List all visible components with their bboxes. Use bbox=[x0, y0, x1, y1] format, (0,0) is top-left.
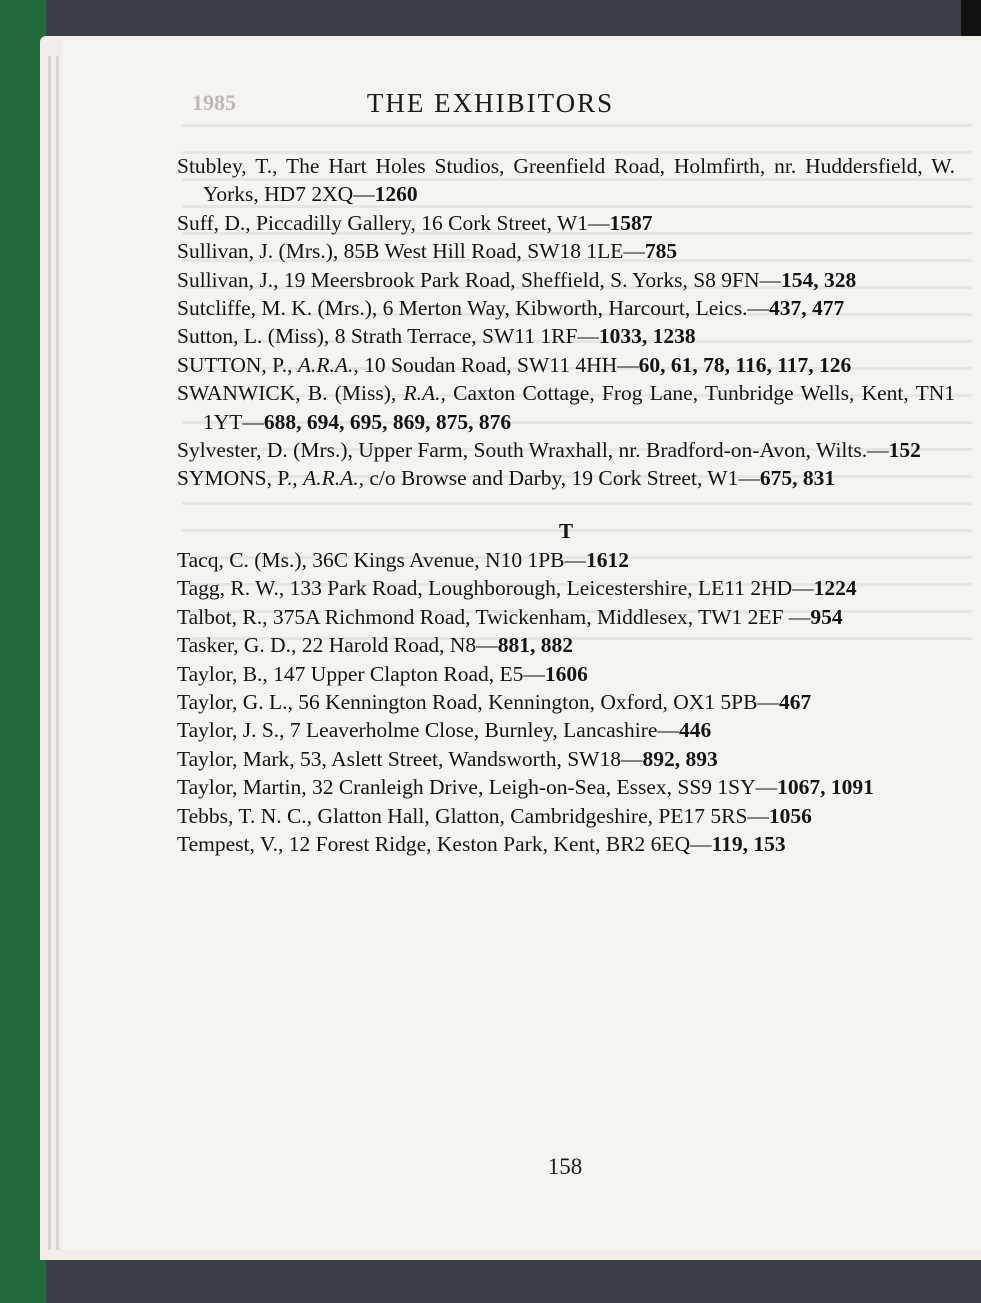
entries-s bbox=[177, 152, 955, 493]
exhibitor-address: 147 Upper Clapton Road, E5— bbox=[273, 661, 545, 686]
exhibitor-name: Taylor, B., bbox=[177, 661, 274, 686]
exhibitor-name: Suff, D., bbox=[177, 210, 257, 235]
exhibitor-entry bbox=[177, 237, 955, 265]
exhibitor-name: Taylor, J. S., bbox=[177, 718, 290, 743]
section-letter: T bbox=[558, 518, 573, 543]
exhibitor-entry bbox=[177, 294, 955, 322]
exhibitor-entry bbox=[177, 209, 955, 237]
exhibitor-address: 22 Harold Road, N8— bbox=[301, 633, 498, 658]
exhibitor-name: Sullivan, J., bbox=[177, 267, 284, 292]
exhibitor-address: Glatton Hall, Glatton, Cambridgeshire, PE17 5RS— bbox=[317, 803, 769, 828]
exhibit-numbers: 154, 328 bbox=[781, 267, 857, 292]
exhibitor-name: Taylor, G. L., bbox=[177, 689, 299, 714]
exhibit-numbers: 1606 bbox=[544, 661, 588, 686]
exhibitor-address: 12 Forest Ridge, Keston Park, Kent, BR2 6EQ— bbox=[288, 831, 712, 856]
exhibitor-name: Stubley, T., bbox=[177, 154, 287, 178]
exhibit-numbers: 688, 694, 695, 869, 875, 876 bbox=[263, 409, 512, 434]
exhibit-numbers: 1260 bbox=[374, 182, 418, 207]
exhibit-numbers: 785 bbox=[644, 239, 678, 264]
exhibit-numbers: 467 bbox=[778, 689, 812, 714]
exhibit-numbers: 1587 bbox=[609, 210, 653, 235]
exhibitor-entry bbox=[177, 546, 955, 574]
exhibitor-entry bbox=[177, 603, 955, 631]
exhibitor-entry bbox=[177, 716, 955, 744]
exhibit-numbers: 1033, 1238 bbox=[598, 324, 696, 349]
exhibitor-address: 133 Park Road, Loughborough, Leicestershire, LE11 2HD— bbox=[289, 576, 814, 601]
exhibitor-address: Upper Farm, South Wraxhall, nr. Bradford-on-Avon, Wilts.— bbox=[358, 438, 889, 463]
exhibitor-name: Taylor, Mark, bbox=[177, 746, 301, 771]
exhibitor-entry bbox=[177, 379, 955, 436]
exhibitor-name: Tacq, C. (Ms.), bbox=[177, 547, 313, 572]
exhibit-numbers: 119, 153 bbox=[711, 831, 786, 856]
exhibit-numbers: 446 bbox=[678, 718, 712, 743]
exhibitor-address: 10 Soudan Road, SW11 4HH— bbox=[364, 352, 639, 377]
exhibitor-title: A.R.A., bbox=[297, 352, 365, 377]
exhibitor-name: SUTTON, P., bbox=[177, 352, 298, 377]
exhibit-numbers: 675, 831 bbox=[759, 466, 836, 491]
exhibitor-entry bbox=[177, 266, 955, 294]
exhibitor-address: 6 Merton Way, Kibworth, Harcourt, Leics.— bbox=[382, 296, 770, 321]
exhibit-numbers: 1067, 1091 bbox=[777, 775, 874, 800]
exhibit-numbers: 892, 893 bbox=[642, 746, 718, 771]
exhibitor-address: 375A Richmond Road, Twickenham, Middlesex, TW1 2EF — bbox=[272, 604, 811, 629]
exhibitor-title: A.R.A., bbox=[303, 466, 370, 491]
exhibitor-name: Tasker, G. D., bbox=[177, 633, 302, 658]
exhibitor-name: Tebbs, T. N. C., bbox=[177, 803, 318, 828]
exhibitor-address: 85B West Hill Road, SW18 1LE— bbox=[343, 239, 645, 264]
exhibitor-address: 36C Kings Avenue, N10 1PB— bbox=[312, 547, 586, 572]
exhibitor-name: Tempest, V., bbox=[177, 831, 289, 856]
exhibitor-name: Talbot, R., bbox=[177, 604, 273, 629]
exhibitor-entry bbox=[177, 688, 955, 716]
exhibitor-address: The Hart Holes Studios, Greenfield Road, Holmfirth, nr. Huddersfield, W. Yorks, HD7 2XQ— bbox=[203, 154, 955, 207]
exhibitor-list bbox=[177, 152, 955, 858]
exhibit-numbers: 60, 61, 78, 116, 117, 126 bbox=[638, 352, 852, 377]
exhibitor-entry bbox=[177, 351, 955, 379]
exhibitor-name: Sullivan, J. (Mrs.), bbox=[177, 239, 344, 264]
exhibit-numbers: 152 bbox=[888, 438, 921, 463]
exhibitor-name: Sylvester, D. (Mrs.), bbox=[177, 438, 359, 463]
page-number: 158 bbox=[547, 1154, 583, 1179]
exhibitor-name: Sutton, L. (Miss), bbox=[177, 324, 335, 349]
exhibitor-address: 19 Meersbrook Park Road, Sheffield, S. Yorks, S8 9FN— bbox=[283, 267, 782, 292]
exhibitor-entry bbox=[177, 830, 955, 858]
exhibitor-entry bbox=[177, 660, 955, 688]
exhibit-numbers: 437, 477 bbox=[769, 296, 845, 321]
exhibitor-address: c/o Browse and Darby, 19 Cork Street, W1— bbox=[369, 466, 760, 491]
page-edge bbox=[56, 56, 59, 1250]
exhibit-numbers: 954 bbox=[810, 604, 843, 629]
exhibit-numbers: 1056 bbox=[768, 803, 812, 828]
exhibitor-address: Caxton Cottage, Frog Lane, Tunbridge Wells, Kent, TN1 1YT— bbox=[203, 381, 955, 434]
exhibitor-entry bbox=[177, 152, 955, 209]
exhibitor-entry bbox=[177, 802, 955, 830]
exhibitor-address: 53, Aslett Street, Wandsworth, SW18— bbox=[300, 746, 643, 771]
exhibitor-entry bbox=[177, 464, 955, 492]
exhibitor-address: 56 Kennington Road, Kennington, Oxford, OX1 5PB— bbox=[298, 689, 779, 714]
exhibitor-entry bbox=[177, 631, 955, 659]
exhibitor-name: SYMONS, P., bbox=[177, 466, 304, 491]
exhibit-numbers: 881, 882 bbox=[497, 633, 573, 658]
exhibit-numbers: 1224 bbox=[813, 576, 857, 601]
exhibitor-entry bbox=[177, 773, 955, 801]
exhibit-numbers: 1612 bbox=[586, 547, 629, 572]
entries-t bbox=[177, 546, 955, 858]
bleed-through-year: 1985 bbox=[192, 90, 236, 115]
exhibitor-entry bbox=[177, 436, 955, 464]
exhibitor-address: 7 Leaverholme Close, Burnley, Lancashire— bbox=[289, 718, 679, 743]
exhibitor-name: SWANWICK, B. (Miss), bbox=[177, 381, 404, 406]
exhibitor-name: Taylor, Martin, bbox=[177, 775, 312, 800]
exhibitor-entry bbox=[177, 322, 955, 350]
exhibitor-name: Tagg, R. W., bbox=[177, 576, 290, 601]
exhibitor-title: R.A., bbox=[403, 381, 454, 406]
page-edge bbox=[48, 56, 51, 1250]
exhibitor-address: 8 Strath Terrace, SW11 1RF— bbox=[334, 324, 599, 349]
exhibitor-address: Piccadilly Gallery, 16 Cork Street, W1— bbox=[256, 210, 610, 235]
exhibitor-name: Sutcliffe, M. K. (Mrs.), bbox=[177, 296, 383, 321]
exhibitor-entry bbox=[177, 745, 955, 773]
exhibitor-address: 32 Cranleigh Drive, Leigh-on-Sea, Essex, SS9 1SY— bbox=[311, 775, 778, 800]
exhibitor-entry bbox=[177, 574, 955, 602]
page-heading: THE EXHIBITORS bbox=[366, 88, 615, 118]
